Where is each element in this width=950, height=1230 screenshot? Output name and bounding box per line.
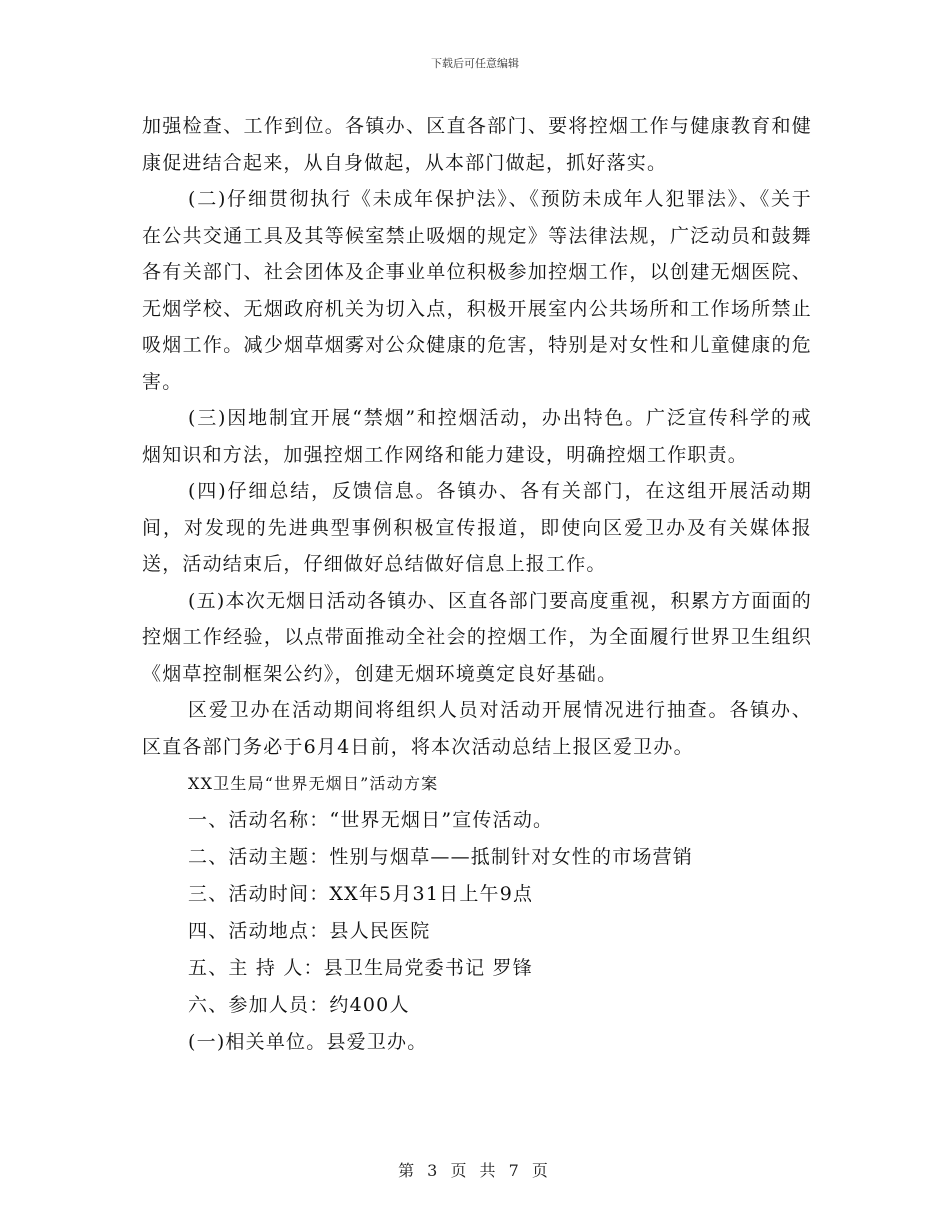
document-body (142, 108, 812, 1061)
paragraph: 区爱卫办在活动期间将组织人员对活动开展情况进行抽查。各镇办、区直各部门务必于6月4日前，将本次活动总结上报区爱卫办。 (142, 699, 812, 758)
list-item: 一、活动名称：“世界无烟日”宣传活动。 (188, 809, 554, 831)
paragraph: (二)仔细贯彻执行《未成年保护法》、《预防未成年人犯罪法》、《关于在公共交通工具及其等候室禁止吸烟的规定》等法律法规，广泛动员和鼓舞各有关部门、社会团体及企事业单位积极参加控烟工作，以创建无烟医院、无烟学校、无烟政府机关为切入点，积极开展室内公共场所和工作场所禁止吸烟工作。减少烟草烟雾对公众健康的危害，特别是对女性和儿童健康的危害。 (142, 188, 812, 393)
list-item: 六、参加人员：约400人 (188, 994, 410, 1016)
list-item: 三、活动时间：XX年5月31日上午9点 (188, 883, 534, 905)
plan-title: XX卫生局“世界无烟日”活动方案 (188, 774, 439, 793)
page-footer: 第 3 页 共 7 页 (398, 1161, 552, 1180)
list-item: 二、活动主题：性别与烟草——抵制针对女性的市场营销 (188, 846, 694, 868)
paragraph: (四)仔细总结，反馈信息。各镇办、各有关部门，在这组开展活动期间，对发现的先进典型事例积极宣传报道，即使向区爱卫办及有关媒体报送，活动结束后，仔细做好总结做好信息上报工作。 (142, 480, 812, 575)
paragraph: 加强检查、工作到位。各镇办、区直各部门、要将控烟工作与健康教育和健康促进结合起来，从自身做起，从本部门做起，抓好落实。 (142, 115, 812, 174)
page-header: 下载后可任意编辑 (431, 57, 519, 70)
paragraph: (三)因地制宜开展“禁烟”和控烟活动，办出特色。广泛宣传科学的戒烟知识和方法，加强控烟工作网络和能力建设，明确控烟工作职责。 (142, 407, 812, 466)
paragraph: (五)本次无烟日活动各镇办、区直各部门要高度重视，积累方方面面的控烟工作经验，以点带面推动全社会的控烟工作，为全面履行世界卫生组织《烟草控制框架公约》，创建无烟环境奠定良好基础。 (142, 589, 812, 685)
list-item: (一)相关单位。县爱卫办。 (188, 1031, 428, 1053)
list-item: 五、主 持 人：县卫生局党委书记 罗锋 (188, 957, 533, 979)
list-item: 四、活动地点：县人民医院 (188, 920, 431, 942)
